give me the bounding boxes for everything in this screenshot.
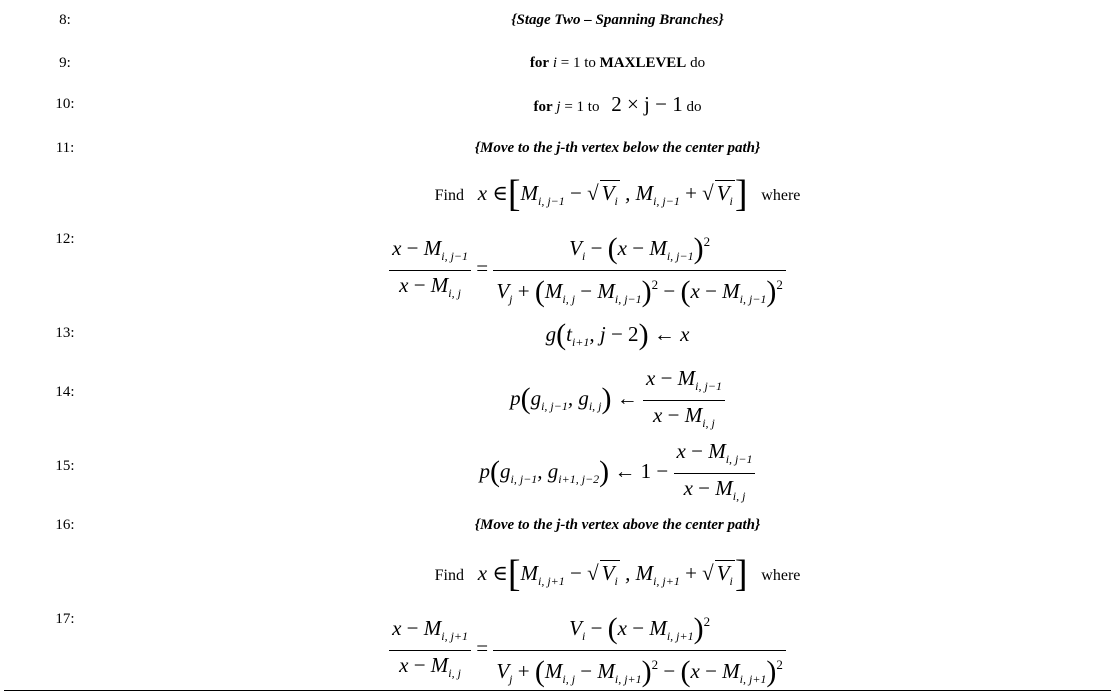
find-label: Find <box>434 187 464 204</box>
comment-below-center: {Move to the j-th vertex below the center path} <box>474 140 761 156</box>
loop-var-i: i <box>552 55 557 71</box>
find-x-below <box>130 172 1105 216</box>
formula-interval-below: x $\in[M_{i, j-1}$ − √ $V_i$ , $M_{i, j-1}$ + √ $V_i$] <box>477 173 748 215</box>
equation-above <box>130 608 1105 693</box>
line-number-10: 10: <box>55 96 75 112</box>
line-number-8: 8: <box>59 12 71 28</box>
keyword-for: for <box>533 99 553 115</box>
equation-below <box>130 228 1105 313</box>
line-number-15: 15: <box>55 458 75 474</box>
where-label: where <box>761 567 801 584</box>
line-number-13: 13: <box>55 325 75 341</box>
formula-interval-above: x $\in[M_{i, j+1}$ − √ $V_i$ , $M_{i, j+1}$ + √ $V_i$] <box>477 553 748 595</box>
comment-above-center: {Move to the j-th vertex above the center path} <box>474 517 761 533</box>
formula-ratio-below: $\frac{x - M_{i, j-1}}{x - M_{i, j}}$ = $\frac{V_i - (x - M_{i, j-1})^2}{V_j + (M_{i, j} - M_{i, j-1})^2 - (x - M_{i, j-1})^2}$ <box>389 256 786 280</box>
formula-p-cross: $p(g_{i, j-1}$, $g_{i+1, j-2}$) ← 1 − $\frac{x - M_{i, j-1}}{x - M_{i, j}}$ <box>480 459 756 483</box>
keyword-do: do <box>686 55 706 71</box>
keyword-do: do <box>686 99 702 115</box>
loop-range: = 1 to <box>560 99 604 115</box>
comment-stage-two: {Stage Two – Spanning Branches} <box>511 12 724 28</box>
line-number-11: 11: <box>55 140 75 156</box>
for-loop-j <box>130 92 1105 117</box>
formula-p-below: $p(g_{i, j-1}$, $g_{i, j}$) ← $\frac{x - M_{i, j-1}}{x - M_{i, j}}$ <box>510 386 725 410</box>
find-x-above <box>130 552 1105 596</box>
line-number-17: 17: <box>55 611 75 627</box>
assign-g <box>130 318 1105 352</box>
line-number-14: 14: <box>55 384 75 400</box>
find-label: Find <box>434 567 464 584</box>
line-number-12: 12: <box>55 231 75 247</box>
assign-p-cross <box>130 437 1105 510</box>
formula-ratio-above: $\frac{x - M_{i, j+1}}{x - M_{i, j}}$ = $\frac{V_i - (x - M_{i, j+1})^2}{V_j + (M_{i, j} - M_{i, j+1})^2 - (x - M_{i, j+1})^2}$ <box>389 636 786 660</box>
keyword-for: for <box>529 55 550 71</box>
loop-var-j: j <box>556 99 561 115</box>
where-label: where <box>761 187 801 204</box>
for-loop-i <box>130 55 1105 72</box>
line-number-9: 9: <box>59 55 71 71</box>
loop-upper-bound: 2 × j − 1 <box>611 92 683 116</box>
keyword-maxlevel: MAXLEVEL <box>599 55 687 71</box>
loop-range: = 1 to <box>557 55 600 71</box>
assign-p-below <box>130 364 1105 437</box>
line-number-16: 16: <box>55 517 75 533</box>
formula-g-assign: $g(t_{i+1}$, j − 2) ← x <box>545 318 690 351</box>
bottom-rule <box>4 690 1111 691</box>
